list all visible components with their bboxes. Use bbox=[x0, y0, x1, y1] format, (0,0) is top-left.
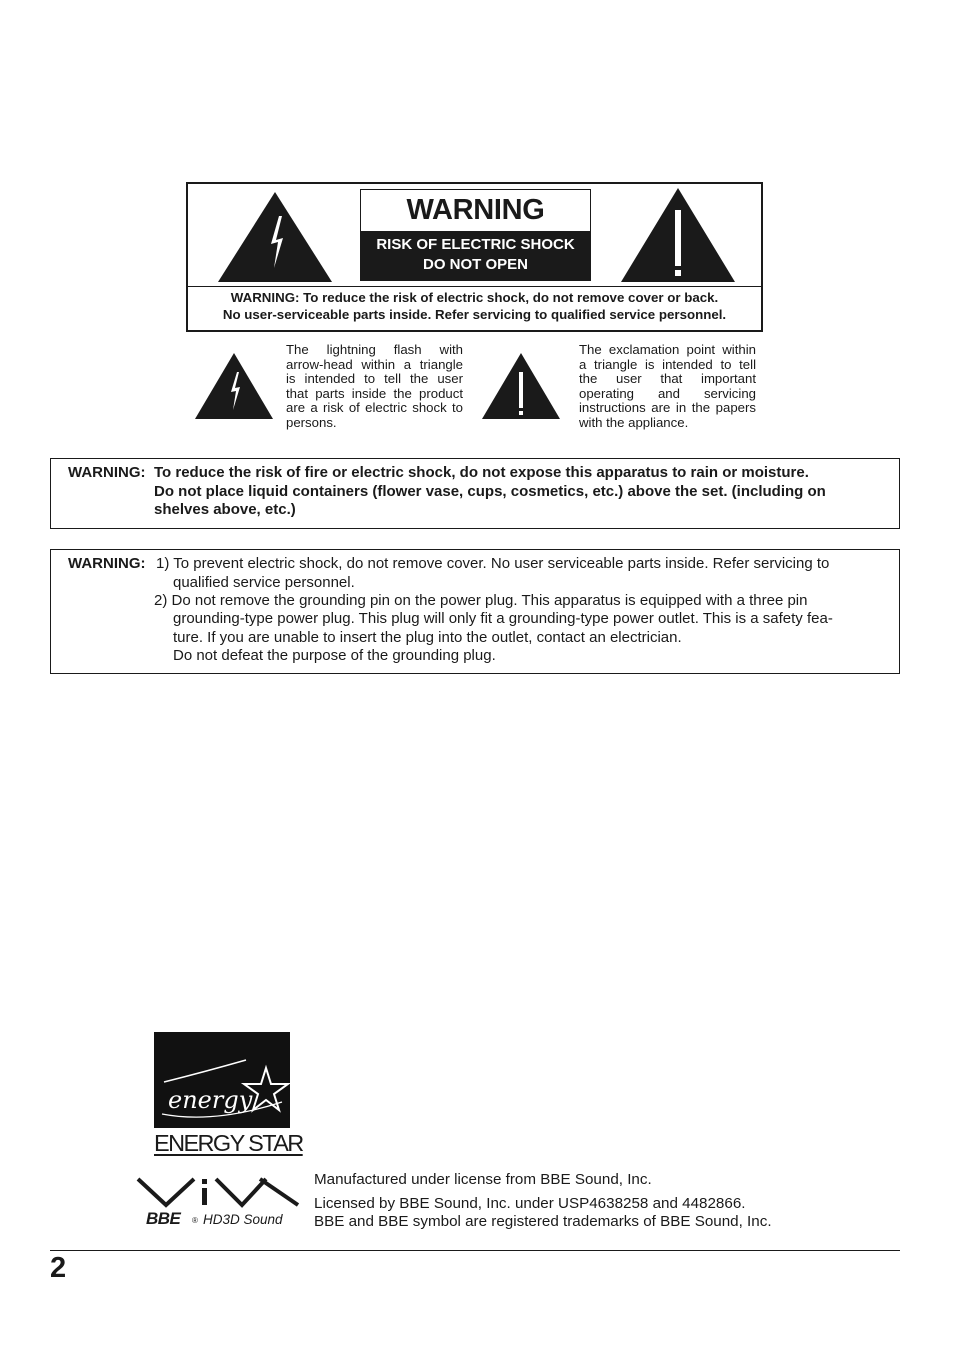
fire-warning-line3: shelves above, etc.) bbox=[154, 501, 296, 518]
exclamation-triangle-icon bbox=[481, 352, 561, 420]
shock-item1-line1: 1) To prevent electric shock, do not remove cover. No user serviceable parts inside. Refer servicing to bbox=[156, 555, 830, 572]
risk-band bbox=[361, 231, 590, 281]
lightning-note bbox=[286, 343, 463, 431]
note-line: with the appliance. bbox=[579, 414, 689, 430]
note-line: instructions are in the papers bbox=[579, 400, 756, 416]
shock-item2-line2: grounding-type power plug. This plug will only fit a grounding-type power outlet. This is a safety fea- bbox=[173, 610, 833, 627]
energy-star-logo bbox=[154, 1032, 290, 1128]
license-line2: Licensed by BBE Sound, Inc. under USP4638258 and 4482866. bbox=[314, 1195, 746, 1212]
license-line3: BBE and BBE symbol are registered trademarks of BBE Sound, Inc. bbox=[314, 1213, 772, 1230]
fire-warning-label: WARNING: bbox=[68, 464, 146, 481]
bbe-logo: BBE bbox=[146, 1209, 181, 1228]
label-warning-line2: No user-serviceable parts inside. Refer servicing to qualified service personnel. bbox=[222, 307, 727, 322]
shock-item1-line2: qualified service personnel. bbox=[173, 574, 355, 591]
shock-item2-line1: 2) Do not remove the grounding pin on the power plug. This apparatus is equipped with a three pin bbox=[154, 592, 808, 609]
note-line: a triangle is intended to tell bbox=[579, 356, 756, 372]
exclamation-triangle-icon bbox=[619, 186, 737, 284]
note-line: persons. bbox=[286, 414, 337, 430]
viva-logo bbox=[136, 1176, 300, 1208]
note-line: is intended to tell the user bbox=[286, 371, 463, 387]
warning-title: WARNING bbox=[406, 194, 545, 226]
fire-warning-line1: To reduce the risk of fire or electric shock, do not expose this apparatus to rain or moisture. bbox=[154, 464, 809, 481]
note-line: The exclamation point within bbox=[579, 342, 756, 357]
shock-item2-line4: Do not defeat the purpose of the grounding plug. bbox=[173, 647, 496, 664]
risk-band-line1: RISK OF ELECTRIC SHOCK bbox=[376, 236, 575, 253]
lightning-triangle-icon bbox=[216, 190, 334, 284]
hd3d-sound-label: HD3D Sound bbox=[203, 1212, 283, 1227]
page-number: 2 bbox=[50, 1252, 67, 1284]
footer-rule bbox=[50, 1250, 900, 1251]
energy-star-label: ENERGY STAR bbox=[154, 1130, 303, 1156]
note-line: operating and servicing bbox=[579, 385, 756, 401]
shock-warning-label: WARNING: bbox=[68, 555, 146, 572]
fire-warning-line2: Do not place liquid containers (flower vase, cups, cosmetics, etc.) above the set. (including on bbox=[154, 483, 826, 500]
note-line: arrow-head within a triangle bbox=[286, 356, 463, 372]
exclamation-note bbox=[579, 343, 756, 431]
svg-text:energy: energy bbox=[168, 1086, 253, 1114]
lightning-triangle-icon bbox=[194, 352, 274, 420]
note-line: that parts inside the product bbox=[286, 385, 463, 401]
note-line: the user that important bbox=[579, 371, 756, 387]
shock-item2-line3: ture. If you are unable to insert the plug into the outlet, contact an electrician. bbox=[173, 629, 682, 646]
energy-star-icon bbox=[154, 1032, 290, 1128]
registered-mark: ® bbox=[192, 1216, 198, 1225]
risk-band-line2: DO NOT OPEN bbox=[422, 256, 528, 273]
label-warning-line1: WARNING: To reduce the risk of electric shock, do not remove cover or back. bbox=[230, 290, 719, 305]
license-line1: Manufactured under license from BBE Sound, Inc. bbox=[314, 1171, 652, 1188]
note-line: are a risk of electric shock to bbox=[286, 400, 463, 416]
label-divider bbox=[188, 286, 761, 287]
note-line: The lightning flash with bbox=[286, 342, 463, 357]
